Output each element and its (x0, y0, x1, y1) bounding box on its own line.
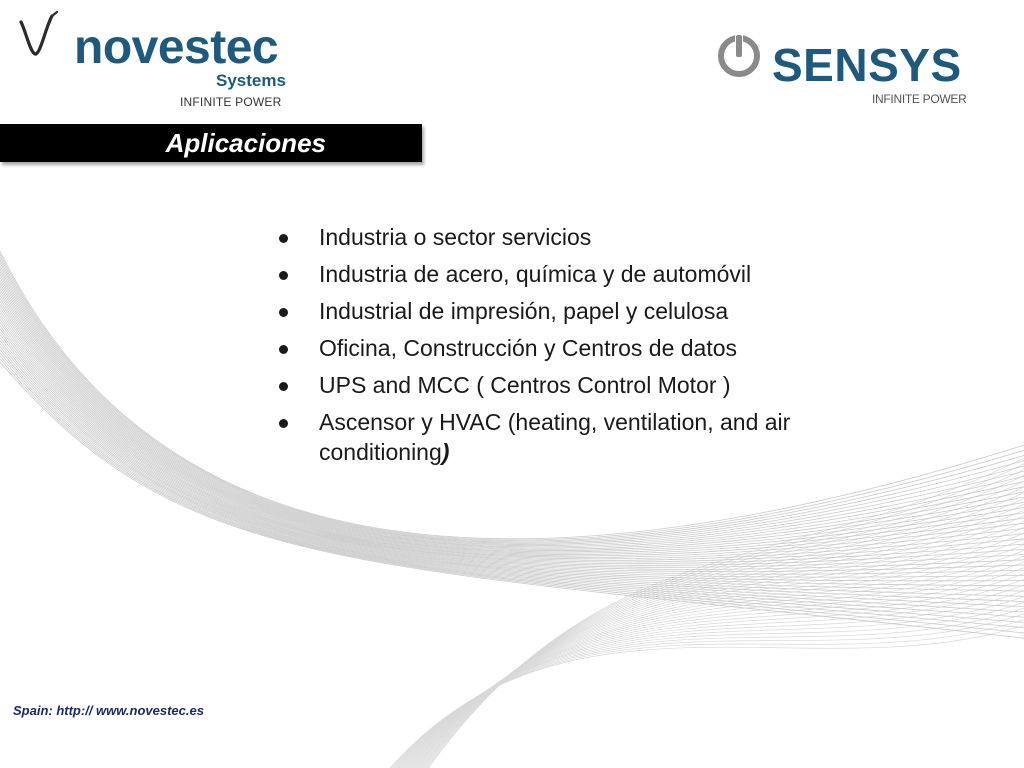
list-item-text: UPS and MCC ( Centros Control Motor ) (319, 372, 731, 398)
list-item-text-end: ) (441, 439, 450, 465)
list-item-text: Oficina, Construcción y Centros de datos (319, 335, 738, 361)
bullet-icon (279, 419, 288, 428)
background-wave-line (386, 597, 1024, 768)
background-wave-line (381, 614, 1024, 768)
novestec-logo (18, 10, 308, 110)
list-item (276, 333, 836, 363)
list-item-text: Industria de acero, química y de automóvil (319, 261, 752, 287)
list-item (276, 222, 836, 252)
novestec-logo-name: novestec (74, 21, 279, 74)
sensys-logo-tagline: INFINITE POWER (872, 92, 967, 106)
power-icon (716, 32, 762, 78)
bullet-icon (279, 308, 288, 317)
title-bar (0, 124, 422, 162)
background-wave-line (416, 468, 1024, 768)
background-wave-line (388, 585, 1024, 768)
bullet-icon (279, 271, 288, 280)
sensys-logo (716, 28, 986, 113)
background-wave-line (414, 473, 1024, 768)
background-wave-line (420, 450, 1024, 768)
list-item (276, 259, 836, 289)
bullet-icon (279, 234, 288, 243)
novestec-logo-subtitle: Systems (216, 71, 286, 90)
list-item-text: Industrial de impresión, papel y celulosa (319, 298, 729, 324)
bullet-list (276, 222, 836, 474)
sensys-logo-name: SENSYS (772, 39, 962, 91)
background-wave-line (383, 608, 1024, 768)
background-wave-line (419, 456, 1024, 768)
page-title: Aplicaciones (165, 128, 326, 158)
bullet-icon (279, 382, 288, 391)
novestec-wave-icon (18, 10, 68, 60)
list-item-text: Industria o sector servicios (319, 224, 592, 250)
background-wave-line (387, 591, 1024, 768)
list-item (276, 407, 836, 467)
list-item-text: Ascensor y HVAC (heating, ventilation, and air conditioning (319, 409, 791, 465)
background-wave-line (397, 550, 1024, 768)
list-item (276, 370, 836, 400)
novestec-logo-tagline: INFINITE POWER (180, 95, 282, 109)
bullet-icon (279, 345, 288, 354)
footer-website: Spain: http:// www.novestec.es (13, 703, 204, 718)
list-item (276, 296, 836, 326)
background-wave-line (380, 620, 1024, 768)
background-wave-line (401, 532, 1024, 768)
